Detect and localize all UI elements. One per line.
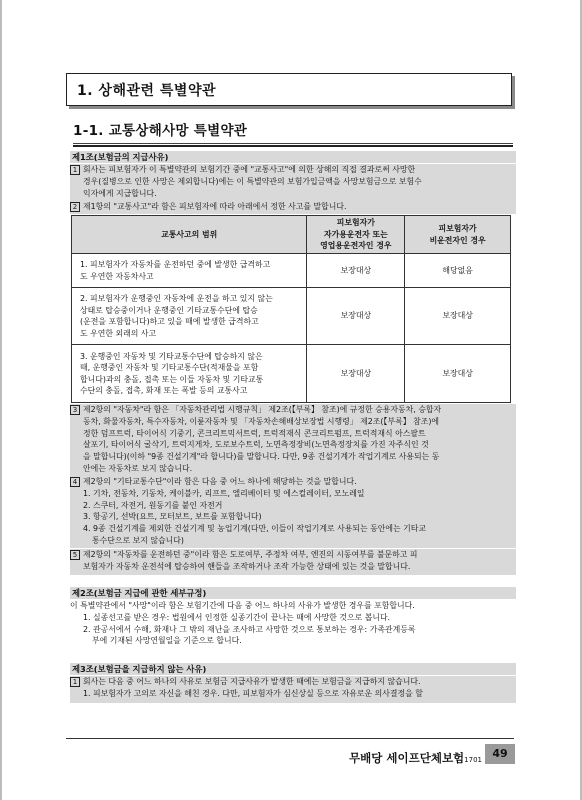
header-driver: 피보험자가 자가용운전자 또는 영업용운전자인 경우 <box>307 216 405 254</box>
clause-number-1: 1 <box>70 165 80 175</box>
clause-number-4: 4 <box>70 477 80 487</box>
article-1-title: 제1조(보험금의 지급사유) <box>70 151 516 163</box>
clause-number-2: 2 <box>70 202 80 212</box>
section-title: 1-1. 교통상해사망 특별약관 <box>73 119 513 147</box>
article-1-para-3: 3 제2항의 "자동차"라 함은 「자동차관리법 시행규칙」 제2조(【부록】 참조)에 규정한 승용자동차, 승합자 동차, 화물자동차, 특수자동차, 이륜자동차 및 「자동차손해배상보장법 시행령」 제2조(【부록】 참조)에 정한 덤프트럭, 타이어식 기중기, 콘크리트믹서트럭, 트럭적재식 콘크리트펌프, 트럭적재식 아스팔트 살포기, 타이어식 굴삭기, 트럭지게차, 도로보수트럭, 노면측정장비(노면측정장치를 가진 자주식인 것 을 말합니다)(이하 "9종 건설기계"라 합니다)를 말합니다. 다만, 9종 건설기계가 작업기계로 사용되는 동 안에는 자동차로 보지 않습니다. <box>70 404 516 476</box>
article-3-title: 제3조(보험금을 지급하지 않는 사유) <box>70 663 516 675</box>
section-underline <box>73 143 513 144</box>
accident-scope-table <box>71 215 511 403</box>
page-number: 49 <box>485 744 515 764</box>
table-row: 1. 피보험자가 자동차를 운전하던 중에 발생한 급격하고 도 우연한 자동차사고 보장대상 해당없음 <box>72 254 511 288</box>
article-3-body: 1 회사는 다음 중 어느 하나의 사유로 보험금 지급사유가 발생한 때에는 보험금을 지급하지 않습니다. 1. 피보험자가 고의로 자신을 해친 경우. 다만, 피보험자가 심신상실 등으로 자유로운 의사결정을 할 <box>70 676 516 703</box>
clause-number-3: 3 <box>70 405 80 415</box>
article-1-para-2: 2 제1항의 "교통사고"라 함은 피보험자에 따라 아래에서 정한 사고를 말합니다. <box>70 201 516 214</box>
article-2-title: 제2조(보험금 지급에 관한 세부규정) <box>70 587 516 599</box>
header-non-driver: 피보험자가 비운전자인 경우 <box>405 216 511 254</box>
header-scope: 교통사고의 범위 <box>72 216 307 254</box>
footer-rule <box>66 738 514 739</box>
footer-product-title: 무배당 세이프단체보험1701 <box>349 751 482 765</box>
article-1-para-4: 4 제2항의 "기타교통수단"이라 함은 다음 중 어느 하나에 해당하는 것을 말합니다. 1. 기차, 전동차, 기동차, 케이블카, 리프트, 엘리베이터 및 에스컬레이터, 모노레일 2. 스쿠터, 자전거, 원동기를 붙인 자전거 3. 항공기, 선박(요트, 모터보트, 보트를 포함합니다) 4. 9종 건설기계를 제외한 건설기계 및 농업기계(다만, 이들이 작업기계로 사용되는 동안에는 기타교 통수단으로 보지 않습니다) <box>70 476 516 548</box>
clause-number-1: 1 <box>70 677 80 687</box>
article-2-body: 이 특별약관에서 "사망"이라 함은 보험기간에 다음 중 어느 하나의 사유가 발생한 경우를 포함합니다. 1. 실종선고를 받은 경우: 법원에서 인정한 실종기간이 끝나는 때에 사망한 것으로 봅니다. 2. 관공서에서 수해, 화재나 그 밖의 재난을 조사하고 사망한 것으로 통보하는 경우: 가족관계등록 부에 기재된 사망연월일을 기준으로 합니다. <box>70 601 416 646</box>
table-header-row <box>72 216 511 254</box>
table-row: 3. 운행중인 자동차 및 기타교통수단에 탑승하지 않은 때, 운행중인 자동차 및 기타교통수단(적재물을 포함 합니다)과의 충돌, 접촉 또는 이들 자동차 및 기타교통 수단의 충돌, 접촉, 화재 또는 폭발 등의 교통사고 보장대상 보장대상 <box>72 345 511 403</box>
article-1-para-1: 1 회사는 피보험자가 이 특별약관의 보험기간 중에 "교통사고"에 의한 상해의 직접 결과로써 사망한 경우(질병으로 인한 사망은 제외합니다)에는 이 특별약관의 보험가입금액을 사망보험금으로 보험수 익자에게 지급합니다. <box>70 164 516 201</box>
clause-number-5: 5 <box>70 550 80 560</box>
footer-product-code: 1701 <box>464 756 482 764</box>
article-1-para-5: 5 제2항의 "자동차를 운전하던 중"이라 함은 도로여부, 주정차 여부, 엔진의 시동여부를 불문하고 피 보험자가 자동차 운전석에 탑승하여 핸들을 조작하거나 조작 가능한 상태에 있는 것을 말합니다. <box>70 549 516 575</box>
table-row: 2. 피보험자가 운행중인 자동차에 운전을 하고 있지 않는 상태로 탑승중이거나 운행중인 기타교통수단에 탑승 (운전을 포함합니다)하고 있을 때에 발생한 급격하고 도 우연한 외래의 사고 보장대상 보장대상 <box>72 288 511 345</box>
chapter-title: 1. 상해관련 특별약관 <box>66 73 512 106</box>
